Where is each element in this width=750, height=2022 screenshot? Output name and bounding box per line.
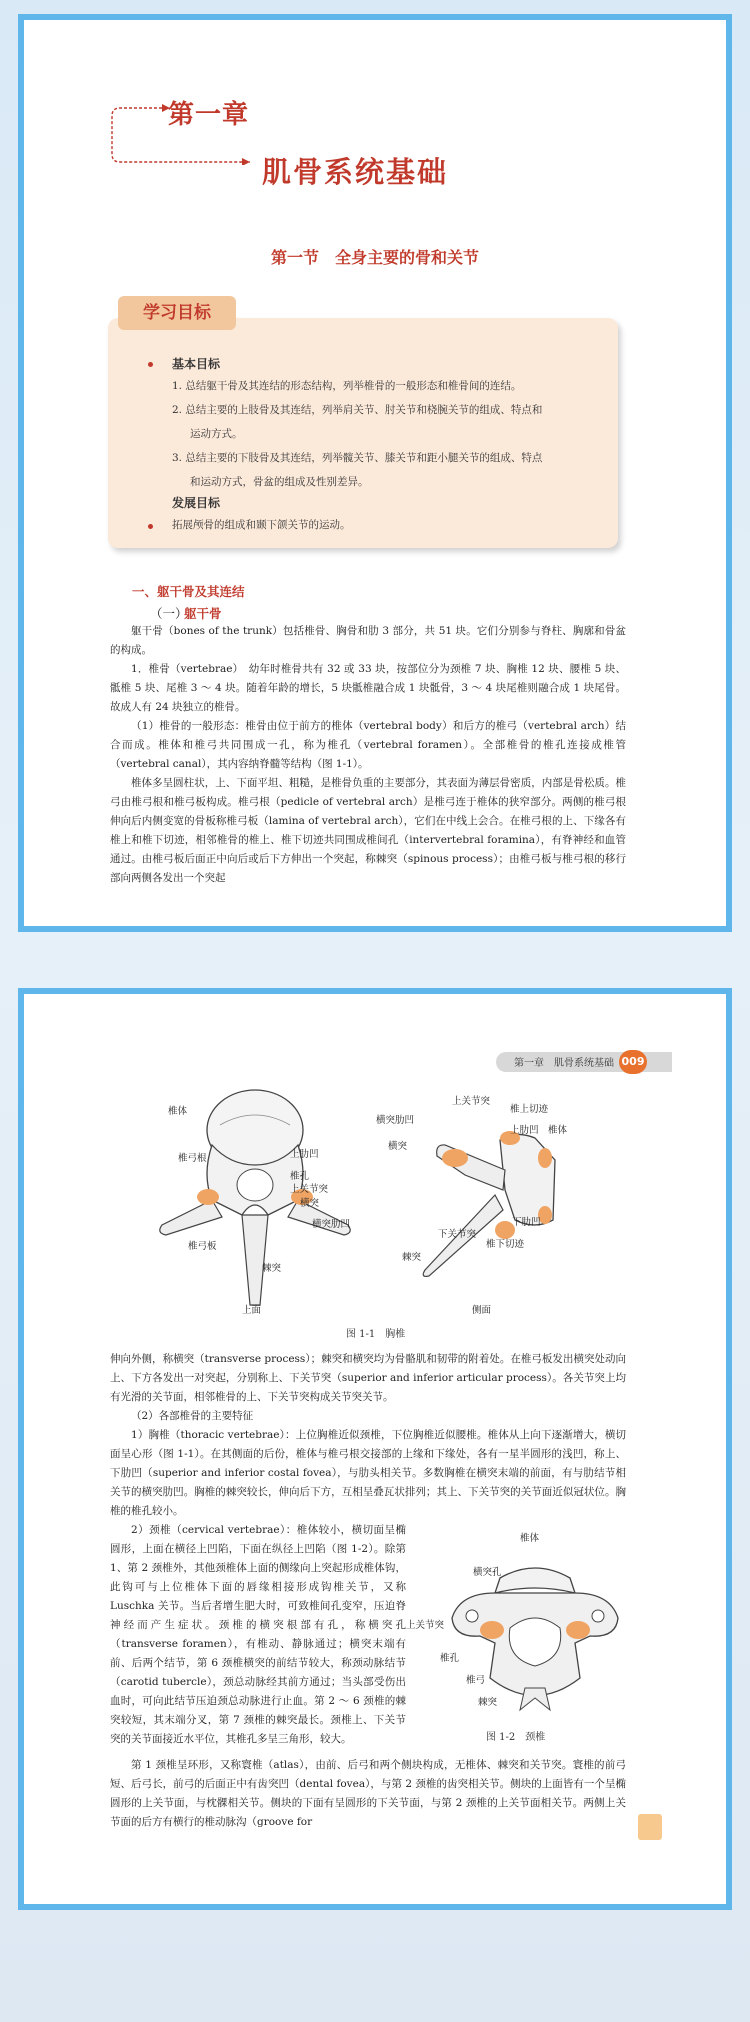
cervical-vertebra-figure — [440, 1548, 630, 1718]
goal-item: 运动方式。 — [190, 428, 243, 440]
label-upper-costal: 上肋凹 — [290, 1149, 319, 1160]
label-r-inferior-articular: 下关节突 — [438, 1229, 477, 1240]
label-side-view: 侧面 — [472, 1305, 492, 1316]
subheading-trunk-bones: 躯干骨 — [184, 606, 222, 621]
label-r-inferior-notch: 椎下切迹 — [486, 1239, 525, 1250]
label-r-superior-notch: 椎上切迹 — [510, 1104, 549, 1115]
label-r-transverse-costal: 横突肋凹 — [376, 1115, 415, 1126]
goal-item: 1. 总结躯干骨及其连结的形态结构，列举椎骨的一般形态和椎骨间的连结。 — [172, 380, 522, 392]
paragraph-cervical: 2）颈椎（cervical vertebrae）：椎体较小，横切面呈椭圆形，上面在横径上凹陷，下面在纵径上凹陷（图 1-2）。除第 1、第 2 颈椎外，其他颈椎体上面的侧缘向上突起形成椎体钩，此钩可与上位椎体下面的唇缘相接形成钩椎关节，又称 Luschka 关节。当后者增生肥大时，可致椎间孔变窄，压迫脊神经而产生症状。颈椎的横突根部有孔，称横突孔（transverse foramen），有椎动、静脉通过；横突末端有前、后两个结节，第 6 颈椎横突的前结节较大，称颈动脉结节（carotid tubercle），颈总动脉经其前方通过；当头部受伤出血时，可向此结节压迫颈总动脉进行止血。第 2 ～ 6 颈椎的棘突较短，其末端分叉，第 7 颈椎的棘突最长。颈椎上、下关节突的关节面接近水平位，其椎孔多呈三角形，较大。 — [110, 1524, 406, 1745]
paragraph: （2）各部椎骨的主要特征 — [131, 1410, 254, 1422]
bullet-icon — [148, 524, 153, 529]
label-spinous: 棘突 — [262, 1263, 282, 1274]
label-r-superior-articular: 上关节突 — [452, 1096, 491, 1107]
figure-1-1-caption: 图 1-1 胸椎 — [346, 1329, 406, 1340]
page-corner-tab — [638, 1814, 662, 1840]
paragraph: 伸向外侧，称横突（transverse process）；棘突和横突均为骨骼肌和韧带的附着处。在椎弓板发出横突处动向上、下方各发出一对突起，分别称上、下关节突（superior and inferior articular process）。各关节突上均有光滑的关节面，相邻椎骨的上、下关节突构成关节突关节。 — [110, 1353, 626, 1403]
label-c-transverse-foramen: 横突孔 — [473, 1567, 502, 1578]
label-vertebral-foramen: 椎孔 — [290, 1171, 310, 1182]
label-transverse-costal: 横突肋凹 — [312, 1219, 351, 1230]
dev-goals-heading: 发展目标 — [172, 496, 221, 510]
section-title: 第一节 全身主要的骨和关节 — [270, 248, 479, 267]
paragraph: 躯干骨（bones of the trunk）包括椎骨、胸骨和肋 3 部分，共 51 块。它们分别参与脊柱、胸廓和骨盆的构成。 — [110, 625, 626, 656]
goal-item: 3. 总结主要的下肢骨及其连结，列举髋关节、膝关节和距小腿关节的组成、特点 — [172, 452, 543, 464]
paragraph: 1．椎骨（vertebrae） 幼年时椎骨共有 32 或 33 块，按部位分为颈椎 7 块、胸椎 12 块、腰椎 5 块、骶椎 5 块、尾椎 3 ～ 4 块。随着年龄的增长，5 块骶椎融合成 1 块骶骨，3 ～ 4 块尾椎则融合成 1 块尾骨。故成人有 24 块独立的椎骨。 — [110, 663, 626, 713]
label-top-view: 上面 — [242, 1305, 262, 1316]
learning-goals-tab: 学习目标 — [118, 296, 236, 330]
chapter-label: 第一章 — [168, 100, 250, 130]
paragraph: （1）椎骨的一般形态：椎骨由位于前方的椎体（vertebral body）和后方的椎弓（vertebral arch）结合而成。椎体和椎弓共同围成一孔，称为椎孔（vertebral foramen）。全部椎骨的椎孔连接成椎管（vertebral canal），其内容纳脊髓等结构（图 1-1）。 — [110, 720, 626, 770]
label-body: 椎体 — [168, 1106, 188, 1117]
label-r-upper-costal: 上肋凹 — [510, 1125, 539, 1136]
label-r-spinous: 棘突 — [402, 1252, 422, 1263]
thoracic-vertebra-side-view — [405, 1100, 605, 1300]
label-superior-articular: 上关节突 — [290, 1184, 329, 1195]
paragraph: 椎体多呈圆柱状，上、下面平坦、粗糙，是椎骨负重的主要部分，其表面为薄层骨密质，内部是骨松质。椎弓由椎弓根和椎弓板构成。椎弓根（pedicle of vertebral arch）是椎弓连于椎体的狭窄部分。两侧的椎弓根伸向后内侧变宽的骨板称椎弓板（lamina of vertebral arch），它们在中线上会合。在椎弓根的上、下缘各有椎上和椎下切迹，相邻椎骨的椎上、椎下切迹共同围成椎间孔（intervertebral foramina），有脊神经和血管通过。由椎弓板后面正中向后或后下方伸出一个突起，称棘突（spinous process）；由椎弓板与椎弓根的移行部向两侧各发出一个突起 — [110, 777, 626, 884]
label-c-spinous: 棘突 — [478, 1697, 498, 1708]
label-c-lamina: 椎弓 — [466, 1675, 486, 1686]
goal-item: 2. 总结主要的上肢骨及其连结，列举肩关节、肘关节和桡腕关节的组成、特点和 — [172, 404, 543, 416]
label-c-body: 椎体 — [520, 1533, 540, 1544]
dev-goal-item: 拓展颅骨的组成和颞下颌关节的运动。 — [172, 519, 351, 531]
basic-goals-heading: 基本目标 — [172, 357, 221, 371]
label-lamina: 椎弓板 — [188, 1241, 217, 1252]
chapter-title: 肌骨系统基础 — [262, 155, 449, 189]
thoracic-vertebra-top-view — [150, 1085, 360, 1310]
heading-trunk-bones: 一、躯干骨及其连结 — [132, 584, 245, 599]
goal-item: 和运动方式，骨盆的组成及性别差异。 — [190, 476, 369, 488]
paragraph-atlas: 第 1 颈椎呈环形，又称寰椎（atlas），由前、后弓和两个侧块构成，无椎体、棘突和关节突。寰椎的前弓短、后弓长，前弓的后面正中有齿突凹（dental fovea），与第 2 颈椎的齿突相关节。侧块的上面皆有一个呈椭圆形的上关节面，与枕髁相关节。侧块的下面有呈圆形的下关节面，与第 2 颈椎的上关节面相关节。两侧上关节面的后方有横行的椎动脉沟（groove for — [110, 1759, 626, 1828]
label-c-superior-articular: 上关节突 — [406, 1620, 445, 1631]
label-r-transverse: 横突 — [388, 1141, 408, 1152]
page-number: 009 — [619, 1050, 647, 1074]
label-r-inferior-costal: 下肋凹 — [512, 1217, 541, 1228]
subheading-prefix: （一） — [150, 606, 188, 621]
label-c-vertebral-foramen: 椎孔 — [440, 1653, 460, 1664]
bullet-icon — [148, 362, 153, 367]
label-transverse: 横突 — [300, 1198, 320, 1209]
figure-1-2-caption: 图 1-2 颈椎 — [486, 1732, 546, 1743]
label-r-body: 椎体 — [548, 1125, 568, 1136]
label-pedicle: 椎弓根 — [178, 1153, 207, 1164]
paragraph: 1）胸椎（thoracic vertebrae）：上位胸椎近似颈椎，下位胸椎近似腰椎。椎体从上向下逐渐增大，横切面呈心形（图 1-1）。在其侧面的后份，椎体与椎弓根交接部的上缘和下缘处，各有一星半圆形的浅凹，称上、下肋凹（superior and inferior costal fovea），与肋头相关节。多数胸椎在横突末端的前面，有与肋结节相关节的横突肋凹。胸椎的棘突较长，伸向后下方，互相呈叠瓦状排列；其上、下关节突的关节面近似冠状位。胸椎的椎孔较小。 — [110, 1429, 626, 1517]
running-head: 第一章 肌骨系统基础 — [514, 1058, 614, 1069]
